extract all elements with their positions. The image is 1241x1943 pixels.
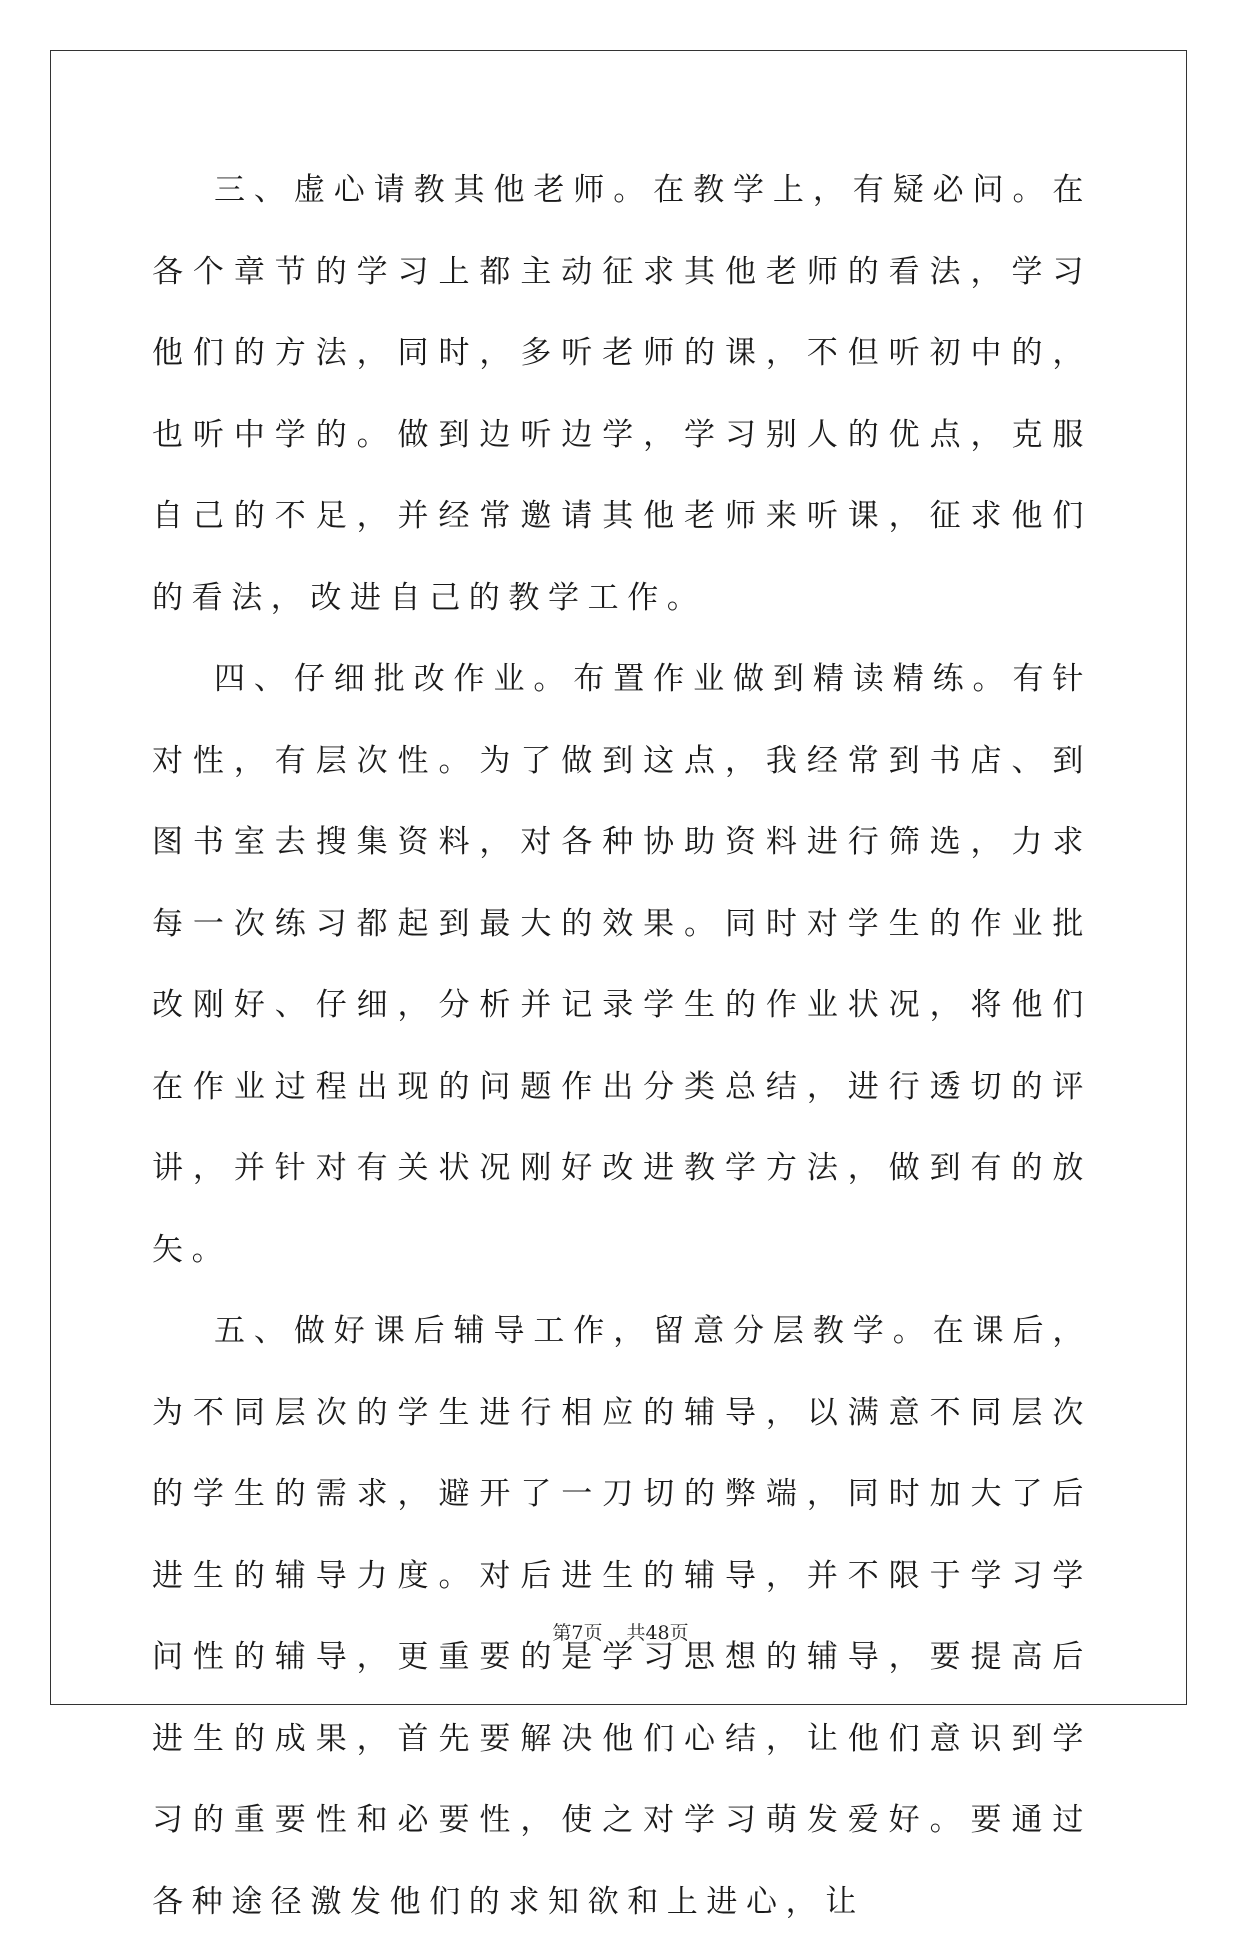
current-page-number: 第7页 — [552, 1622, 603, 1644]
paragraph-3: 三、虚心请教其他老师。在教学上，有疑必问。在各个章节的学习上都主动征求其他老师的看法，学习他们的方法，同时，多听老师的课，不但听初中的，也听中学的。做到边听边学，学习别人的优点，克服自己的不足，并经常邀请其他老师来听课，征求他们的看法，改进自己的教学工作。 — [152, 172, 1092, 616]
paragraph-4: 四、仔细批改作业。布置作业做到精读精练。有针对性，有层次性。为了做到这点，我经常到书店、到图书室去搜集资料，对各种协助资料进行筛选，力求每一次练习都起到最大的效果。同时对学生的作业批改刚好、仔细，分析并记录学生的作业状况，将他们在作业过程出现的问题作出分类总结，进行透切的评讲，并针对有关状况刚好改进教学方法，做到有的放矢。 — [152, 661, 1092, 1268]
document-body — [152, 150, 1092, 1943]
page-footer — [0, 1618, 1241, 1645]
paragraph-5: 五、做好课后辅导工作，留意分层教学。在课后，为不同层次的学生进行相应的辅导，以满意不同层次的学生的需求，避开了一刀切的弊端，同时加大了后进生的辅导力度。对后进生的辅导，并不限于学习学问性的辅导，更重要的是学习思想的辅导，要提高后进生的成果，首先要解决他们心结，让他们意识到学习的重要性和必要性，使之对学习萌发爱好。要通过各种途径激发他们的求知欲和上进心，让 — [152, 1313, 1092, 1920]
total-page-count: 共48页 — [626, 1622, 689, 1644]
